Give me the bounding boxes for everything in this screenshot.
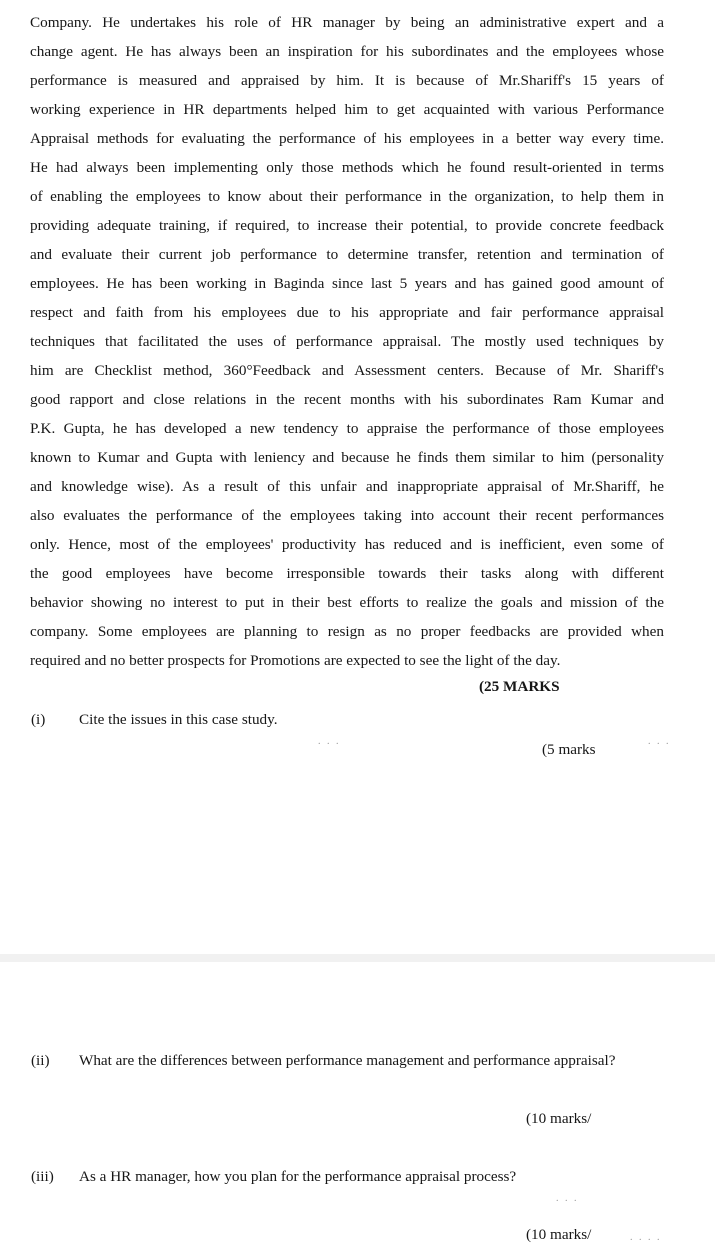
case-study-line: and evaluate their current job performance to determine transfer, retention and termination of: [30, 246, 664, 263]
case-study-paragraph: [30, 8, 664, 675]
question-text-3: As a HR manager, how you plan for the performance appraisal process?: [79, 1168, 517, 1185]
case-study-line: techniques that facilitated the uses of performance appraisal. The mostly used techniques by: [30, 333, 664, 350]
case-study-line: required and no better prospects for Promotions are expected to see the light of the day.: [30, 652, 561, 669]
question-marks-3: (10 marks/: [526, 1226, 592, 1243]
case-study-line: behavior showing no interest to put in their best efforts to realize the goals and mission of the: [30, 594, 664, 611]
case-study-line: P.K. Gupta, he has developed a new tendency to appraise the performance of those employees: [30, 420, 664, 437]
case-study-line: change agent. He has always been an inspiration for his subordinates and the employees whose: [30, 43, 664, 60]
total-marks: (25 MARKS: [479, 678, 560, 695]
case-study-line: also evaluates the performance of the employees taking into account their recent performances: [30, 507, 664, 524]
case-study-line: Appraisal methods for evaluating the performance of his employees in a better way every time.: [30, 130, 664, 147]
case-study-line: and knowledge wise). As a result of this unfair and inappropriate appraisal of Mr.Shariff, he: [30, 478, 664, 495]
case-study-line: of enabling the employees to know about their performance in the organization, to help them in: [30, 188, 664, 205]
question-number-2: (ii): [31, 1052, 50, 1069]
question-text-1: Cite the issues in this case study.: [79, 711, 278, 728]
case-study-line: good rapport and close relations in the recent months with his subordinates Ram Kumar and: [30, 391, 664, 408]
question-marks-1: (5 marks: [542, 741, 596, 758]
scan-dots: . . .: [648, 736, 671, 747]
case-study-line: respect and faith from his employees due to his appropriate and fair performance appraisal: [30, 304, 664, 321]
question-number-3: (iii): [31, 1168, 54, 1185]
case-study-line: only. Hence, most of the employees' productivity has reduced and is inefficient, even some of: [30, 536, 664, 553]
case-study-line: providing adequate training, if required, to increase their potential, to provide concrete feedback: [30, 217, 664, 234]
question-text-2: What are the differences between performance management and performance appraisal?: [79, 1052, 616, 1069]
case-study-line: company. Some employees are planning to resign as no proper feedbacks are provided when: [30, 623, 664, 640]
question-number-1: (i): [31, 711, 46, 728]
case-study-line: the good employees have become irresponsible towards their tasks along with different: [30, 565, 664, 582]
case-study-line: known to Kumar and Gupta with leniency and because he finds them similar to him (personality: [30, 449, 664, 466]
case-study-line: performance is measured and appraised by him. It is because of Mr.Shariff's 15 years of: [30, 72, 664, 89]
case-study-line: employees. He has been working in Baginda since last 5 years and has gained good amount of: [30, 275, 664, 292]
scan-dots: . . .: [318, 736, 341, 747]
case-study-line: He had always been implementing only those methods which he found result-oriented in terms: [30, 159, 664, 176]
case-study-line: working experience in HR departments helped him to get acquainted with various Performance: [30, 101, 664, 118]
case-study-line: him are Checklist method, 360°Feedback and Assessment centers. Because of Mr. Shariff's: [30, 362, 664, 379]
scan-dots: . . .: [556, 1193, 579, 1204]
scan-dots: . . . .: [630, 1232, 662, 1243]
page-divider: [0, 954, 715, 962]
question-marks-2: (10 marks/: [526, 1110, 592, 1127]
case-study-line: Company. He undertakes his role of HR manager by being an administrative expert and a: [30, 14, 664, 31]
